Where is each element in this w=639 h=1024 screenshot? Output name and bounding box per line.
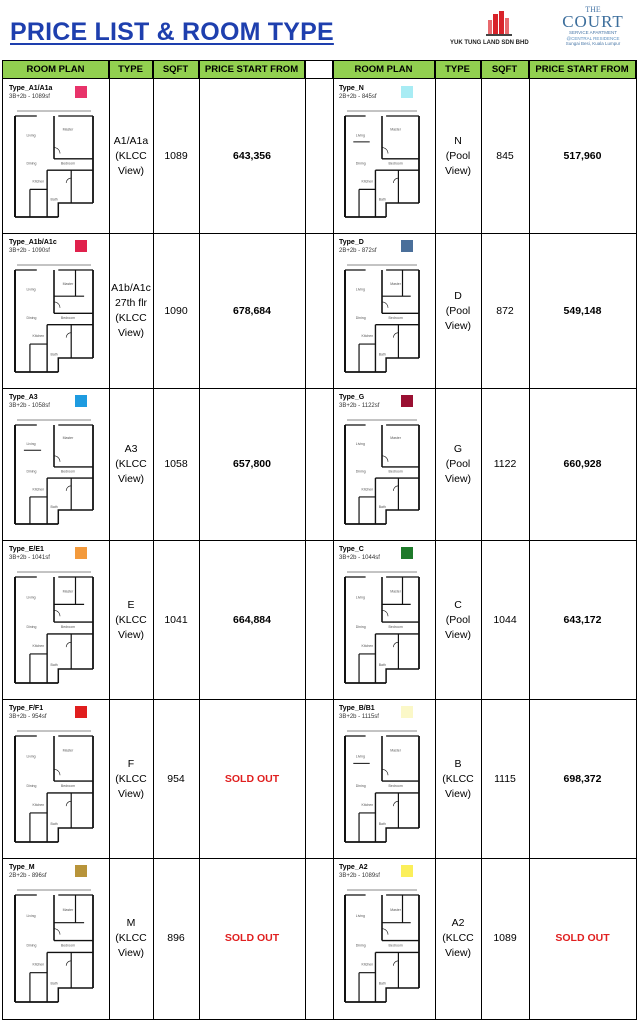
svg-text:Bath: Bath	[378, 352, 386, 357]
svg-text:Dining: Dining	[355, 784, 366, 788]
plan-color-swatch	[401, 706, 413, 718]
svg-text:Living: Living	[26, 441, 36, 446]
svg-text:Kitchen: Kitchen	[32, 802, 45, 807]
right-col-header: ROOM PLAN	[333, 61, 435, 79]
svg-text:Bath: Bath	[378, 505, 386, 510]
svg-text:Kitchen: Kitchen	[361, 962, 374, 967]
plan-type-name: Type_D	[339, 239, 364, 246]
plan-color-swatch	[75, 865, 87, 877]
plan-spec: 3B+2b - 1041sf	[9, 555, 50, 561]
svg-text:Living: Living	[355, 595, 365, 600]
type-cell: G (Pool View)	[444, 443, 472, 485]
room-plan-cell	[3, 389, 109, 540]
price-cell: 643,356	[233, 150, 271, 162]
plan-type-name: Type_C	[339, 546, 364, 553]
sqft-cell: 845	[496, 150, 514, 162]
svg-text:Bath: Bath	[50, 505, 58, 510]
price-cell: 643,172	[563, 613, 602, 626]
sqft-cell: 1058	[164, 458, 188, 470]
plan-spec: 3B+2b - 1115sf	[339, 714, 379, 720]
room-plan-cell	[3, 234, 109, 388]
logo-residence: @CENTRAL RESIDENCE	[566, 36, 620, 41]
svg-text:Master: Master	[62, 748, 74, 753]
room-plan-cell	[3, 541, 109, 699]
svg-text:Dining: Dining	[355, 161, 366, 166]
svg-text:Bedroom: Bedroom	[60, 943, 76, 948]
price-cell: 678,684	[233, 304, 271, 317]
price-cell: 549,148	[563, 304, 602, 317]
logo-tagline: SERVICE APARTMENT	[568, 30, 617, 35]
svg-text:Master: Master	[390, 589, 401, 594]
plan-type-name: Type_E/E1	[9, 546, 44, 553]
price-cell: 660,928	[563, 458, 602, 470]
svg-text:Living: Living	[26, 754, 36, 759]
svg-text:Living: Living	[355, 133, 365, 138]
plan-color-swatch	[401, 865, 413, 877]
page-header	[0, 0, 639, 60]
plan-color-swatch	[401, 86, 413, 98]
svg-text:Dining: Dining	[26, 625, 37, 629]
plan-type-name: Type_A1b/A1c	[9, 239, 57, 246]
type-cell: C (Pool View)	[444, 598, 472, 641]
logo-court: COURT	[562, 12, 624, 31]
plan-color-swatch	[75, 706, 87, 718]
type-cell: D (Pool View)	[444, 289, 472, 332]
right-col-header: PRICE START FROM	[529, 61, 636, 79]
plan-type-name: Type_N	[339, 85, 364, 92]
sqft-cell: 872	[496, 304, 514, 317]
logo-location: Sungai Besi, Kuala Lumpur	[565, 41, 621, 46]
price-cell: 664,884	[233, 613, 271, 626]
svg-text:Bedroom: Bedroom	[60, 161, 76, 166]
svg-text:Living: Living	[355, 441, 365, 446]
svg-text:Dining: Dining	[355, 943, 366, 948]
price-cell: 517,960	[563, 150, 602, 162]
svg-text:Kitchen: Kitchen	[361, 487, 374, 492]
sqft-cell: 1041	[164, 613, 188, 626]
svg-text:Living: Living	[26, 595, 36, 600]
svg-text:Master: Master	[62, 281, 74, 286]
svg-text:Bedroom: Bedroom	[388, 161, 403, 166]
svg-text:Master: Master	[390, 436, 401, 441]
room-plan-cell	[3, 859, 109, 1018]
plan-spec: 3B+2b - 1089sf	[9, 94, 50, 100]
right-col-header: TYPE	[435, 61, 481, 79]
plan-type-name: Type_G	[339, 394, 365, 401]
svg-text:Master: Master	[390, 748, 401, 753]
plan-color-swatch	[75, 395, 87, 407]
plan-spec: 3B+2b - 1122sf	[339, 403, 380, 409]
type-cell: F (KLCC View)	[115, 757, 147, 800]
svg-text:Bath: Bath	[378, 662, 386, 667]
room-plan-cell	[333, 859, 435, 1018]
plan-color-swatch	[401, 395, 413, 407]
type-cell: A3 (KLCC View)	[115, 443, 147, 485]
gap-header	[305, 61, 333, 79]
sold-out-label: SOLD OUT	[555, 932, 610, 944]
left-col-header: TYPE	[109, 61, 153, 79]
floor-plan-drawing	[11, 417, 97, 528]
plan-type-name: Type_A2	[339, 864, 368, 871]
svg-text:Bedroom: Bedroom	[60, 469, 76, 474]
sqft-cell: 1122	[493, 458, 517, 470]
svg-text:Dining: Dining	[26, 161, 37, 166]
plan-type-name: Type_M	[9, 864, 35, 871]
left-col-header: ROOM PLAN	[3, 61, 109, 79]
svg-text:Master: Master	[62, 127, 74, 132]
room-plan-cell	[333, 541, 435, 699]
plan-color-swatch	[75, 547, 87, 559]
room-plan-cell	[333, 234, 435, 388]
svg-text:Bedroom: Bedroom	[388, 625, 403, 629]
svg-text:Bath: Bath	[50, 981, 58, 986]
svg-text:Master: Master	[62, 907, 74, 912]
svg-text:Bedroom: Bedroom	[388, 784, 403, 788]
svg-text:Living: Living	[26, 133, 36, 138]
left-col-header: SQFT	[153, 61, 199, 79]
sqft-cell: 1115	[494, 772, 516, 785]
svg-text:Bath: Bath	[50, 352, 58, 357]
svg-text:Kitchen: Kitchen	[361, 179, 374, 184]
svg-text:Kitchen: Kitchen	[361, 334, 374, 339]
type-cell: B (KLCC View)	[442, 757, 474, 800]
plan-spec: 3B+2b - 954sf	[9, 714, 47, 720]
sqft-cell: 1044	[493, 613, 517, 626]
svg-text:Dining: Dining	[26, 469, 37, 474]
plan-spec: 3B+2b - 1090sf	[9, 248, 50, 254]
svg-text:Bath: Bath	[50, 821, 58, 826]
the-court-logo	[553, 6, 633, 46]
sold-out-label: SOLD OUT	[224, 772, 280, 785]
price-cell: 698,372	[563, 772, 602, 785]
type-cell: E (KLCC View)	[115, 598, 147, 641]
room-plan-cell	[333, 389, 435, 540]
sqft-cell: 896	[167, 932, 185, 944]
floor-plan-drawing	[341, 569, 423, 687]
plan-type-name: Type_F/F1	[9, 705, 44, 712]
svg-text:Kitchen: Kitchen	[32, 643, 45, 648]
svg-text:Bedroom: Bedroom	[60, 316, 76, 320]
floor-plan-drawing	[341, 417, 423, 528]
floor-plan-drawing	[11, 728, 97, 846]
plan-type-name: Type_B/B1	[339, 705, 375, 712]
svg-text:Dining: Dining	[355, 469, 366, 474]
sqft-cell: 1090	[164, 304, 188, 317]
svg-text:Dining: Dining	[26, 784, 37, 788]
room-plan-cell	[333, 80, 435, 233]
developer-name: YUK TUNG LAND SDN BHD	[450, 40, 529, 46]
svg-text:Bath: Bath	[50, 197, 58, 202]
svg-text:Bedroom: Bedroom	[60, 625, 76, 629]
plan-spec: 2B+2b - 845sf	[339, 94, 377, 100]
sqft-cell: 954	[167, 772, 185, 785]
svg-text:Bath: Bath	[378, 197, 386, 202]
svg-text:Living: Living	[26, 287, 36, 292]
svg-text:Living: Living	[26, 913, 36, 918]
price-cell: 657,800	[233, 458, 271, 470]
svg-text:Bedroom: Bedroom	[388, 469, 403, 474]
plan-type-name: Type_A3	[9, 394, 38, 401]
floor-plan-drawing	[341, 887, 423, 1006]
type-cell: A1/A1a (KLCC View)	[113, 135, 149, 177]
svg-text:Kitchen: Kitchen	[32, 962, 45, 967]
svg-text:Living: Living	[355, 287, 365, 292]
svg-text:Bedroom: Bedroom	[388, 943, 403, 948]
svg-text:Dining: Dining	[355, 316, 366, 320]
floor-plan-drawing	[11, 569, 97, 687]
room-plan-cell	[3, 80, 109, 233]
plan-color-swatch	[75, 240, 87, 252]
plan-spec: 2B+2b - 896sf	[9, 873, 47, 879]
sqft-cell: 1089	[493, 932, 517, 944]
right-col-header: SQFT	[481, 61, 529, 79]
floor-plan-drawing	[11, 108, 97, 221]
room-plan-cell	[3, 700, 109, 858]
svg-text:Kitchen: Kitchen	[32, 487, 45, 492]
plan-color-swatch	[75, 86, 87, 98]
plan-spec: 3B+2b - 1044sf	[339, 555, 380, 561]
svg-text:Master: Master	[62, 589, 74, 594]
svg-text:Dining: Dining	[26, 316, 37, 320]
svg-text:Living: Living	[355, 913, 365, 918]
floor-plan-drawing	[11, 262, 97, 376]
type-cell: A2 (KLCC View)	[442, 917, 474, 959]
svg-text:Bath: Bath	[378, 981, 386, 986]
svg-text:Master: Master	[390, 281, 401, 286]
floor-plan-drawing	[341, 728, 423, 846]
svg-text:Kitchen: Kitchen	[32, 179, 45, 184]
developer-logo-icon	[484, 10, 514, 38]
svg-text:Bath: Bath	[378, 821, 386, 826]
floor-plan-drawing	[341, 262, 423, 376]
floor-plan-drawing	[11, 887, 97, 1006]
svg-text:Bedroom: Bedroom	[388, 316, 403, 320]
svg-text:Master: Master	[390, 127, 401, 132]
price-table	[2, 60, 637, 1020]
svg-text:Bedroom: Bedroom	[60, 784, 76, 788]
svg-text:Master: Master	[390, 907, 401, 912]
room-plan-cell	[333, 700, 435, 858]
svg-text:Kitchen: Kitchen	[361, 643, 374, 648]
floor-plan-drawing	[341, 108, 423, 221]
plan-color-swatch	[401, 547, 413, 559]
type-cell: M (KLCC View)	[115, 917, 147, 959]
plan-type-name: Type_A1/A1a	[9, 85, 53, 92]
svg-text:Dining: Dining	[26, 943, 37, 948]
page-title: PRICE LIST & ROOM TYPE	[10, 18, 334, 46]
plan-spec: 3B+2b - 1089sf	[339, 873, 380, 879]
sold-out-label: SOLD OUT	[224, 932, 280, 944]
left-col-header: PRICE START FROM	[199, 61, 305, 79]
svg-text:Bath: Bath	[50, 662, 58, 667]
svg-text:Kitchen: Kitchen	[32, 334, 45, 339]
svg-text:Dining: Dining	[355, 625, 366, 629]
type-cell: A1b/A1c 27th flr (KLCC View)	[111, 282, 151, 339]
plan-spec: 2B+2b - 872sf	[339, 248, 377, 254]
svg-text:Living: Living	[355, 754, 365, 759]
logo-the: THE	[585, 5, 601, 14]
sqft-cell: 1089	[164, 150, 188, 162]
type-cell: N (Pool View)	[444, 135, 472, 177]
plan-color-swatch	[401, 240, 413, 252]
plan-spec: 3B+2b - 1058sf	[9, 403, 50, 409]
svg-text:Master: Master	[62, 436, 74, 441]
svg-text:Kitchen: Kitchen	[361, 802, 374, 807]
